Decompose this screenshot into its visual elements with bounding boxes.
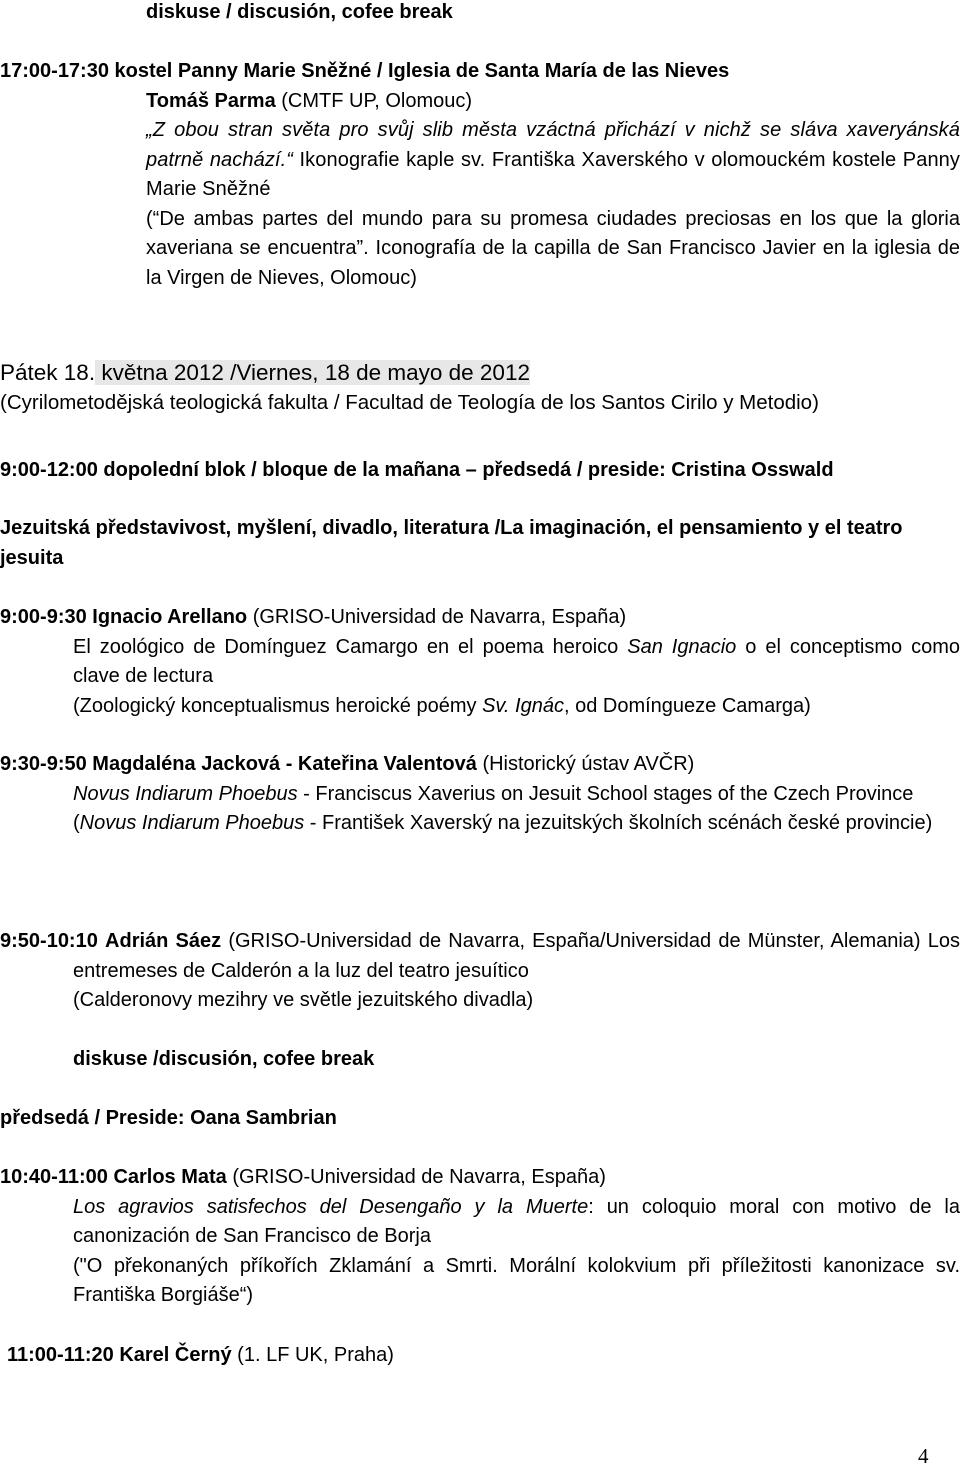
talk-parma: [0, 87, 960, 294]
speaker-affiliation: (GRISO-Universidad de Navarra, España): [252, 606, 627, 628]
morning-block-heading: 9:00-12:00 dopolední blok / bloque de la mañana – předsedá / preside: Cristina Osswald: [0, 459, 834, 481]
talk-saez: [0, 927, 960, 1016]
day-heading: [0, 358, 819, 418]
speaker-affiliation: (1. LF UK, Praha): [237, 1344, 394, 1366]
talk-cerny: [7, 1341, 394, 1371]
talk-time: 9:50-10:10: [0, 930, 98, 952]
talk-translation: ("O překonaných příkořích Zklamání a Smrti. Morální kolokvium při příležitosti kanonizace sv. Františka Borgiáše“): [73, 1254, 960, 1306]
talk-translation: (“De ambas partes del mundo para su promesa ciudades preciosas en los que la gloria xaveriana se encuentra”. Iconografía de la capilla de San Francisco Javier en la iglesia de la Virgen de Nieves, Olomouc): [146, 207, 960, 289]
talk-time: 10:40-11:00: [0, 1166, 108, 1188]
speaker-line: [0, 1163, 960, 1193]
page-number: 4: [918, 1444, 929, 1468]
talk-title: Los agravios satisfechos del Desengaño y la Muerte: un coloquio moral con motivo de la canonización de San Francisco de Borja: [73, 1195, 960, 1247]
talk-translation: (Calderonovy mezihry ve světle jezuitského divadla): [73, 989, 534, 1011]
speaker-name: Tomáš Parma: [146, 89, 276, 112]
talk-time: 11:00-11:20: [7, 1344, 114, 1366]
talk-arellano: [0, 603, 960, 721]
coffee-break-mid: diskuse /discusión, cofee break: [73, 1048, 375, 1070]
session-heading: 17:00-17:30 kostel Panny Marie Sněžné / Iglesia de Santa María de las Nieves: [0, 60, 730, 82]
speaker-name: Adrián Sáez: [105, 930, 222, 952]
talk-translation: (Novus Indiarum Phoebus - František Xaverský na jezuitských školních scénách české provincie): [73, 812, 933, 834]
session-santa-maria: [0, 57, 960, 293]
speaker-name: Magdaléna Jacková - Kateřina Valentová: [92, 753, 477, 775]
day-venue: (Cyrilometodějská teologická fakulta / Facultad de Teología de los Santos Cirilo y Metodio): [0, 391, 819, 414]
talk-title: Los entremeses de Calderón a la luz del teatro jesuítico: [73, 930, 960, 982]
coffee-break-top: diskuse / discusión, cofee break: [146, 1, 453, 23]
date-highlight: května 2012 /Viernes, 18 de mayo de 2012: [95, 360, 530, 385]
chair-heading: předsedá / Preside: Oana Sambrian: [0, 1107, 337, 1129]
talk-title: „Z obou stran světa pro svůj slib města vzáctná přichází v nichž se sláva xaveryánská patrně nachází.“ Ikonografie kaple sv. Františka Xaverského v olomouckém kostele Panny Marie Sněžné: [146, 119, 960, 200]
theme-heading: Jezuitská představivost, myšlení, divadlo, literatura /La imaginación, el pensamiento y el teatro jesuita: [0, 517, 903, 569]
speaker-affiliation: (CMTF UP, Olomouc): [281, 89, 473, 112]
day-date: Pátek 18. května 2012 /Viernes, 18 de mayo de 2012: [0, 360, 530, 385]
talk-time: 9:30-9:50: [0, 753, 87, 775]
talk-translation: (Zoologický konceptualismus heroické poémy Sv. Ignác, od Domíngueze Camarga): [73, 694, 811, 717]
speaker-name: Carlos Mata: [113, 1166, 227, 1188]
speaker-line: [0, 927, 960, 986]
speaker-name: Ignacio Arellano: [92, 606, 248, 628]
talk-jackova-valentova: [0, 750, 960, 839]
speaker-affiliation: (GRISO-Universidad de Navarra, España): [232, 1166, 606, 1188]
speaker-name: Karel Černý: [119, 1344, 232, 1366]
speaker-line: [0, 750, 960, 780]
speaker-affiliation: (GRISO-Universidad de Navarra, España/Universidad de Münster, Alemania): [228, 930, 921, 952]
talk-title: El zoológico de Domínguez Camargo en el poema heroico San Ignacio o el conceptismo como clave de lectura: [73, 635, 960, 687]
speaker-line: [0, 603, 960, 633]
talk-time: 9:00-9:30: [0, 606, 87, 628]
speaker-line: [146, 87, 960, 117]
talk-mata: [0, 1163, 960, 1311]
talk-title: Novus Indiarum Phoebus - Franciscus Xaverius on Jesuit School stages of the Czech Province: [73, 782, 914, 805]
speaker-line: [7, 1341, 394, 1371]
speaker-affiliation: (Historický ústav AVČR): [482, 753, 695, 775]
